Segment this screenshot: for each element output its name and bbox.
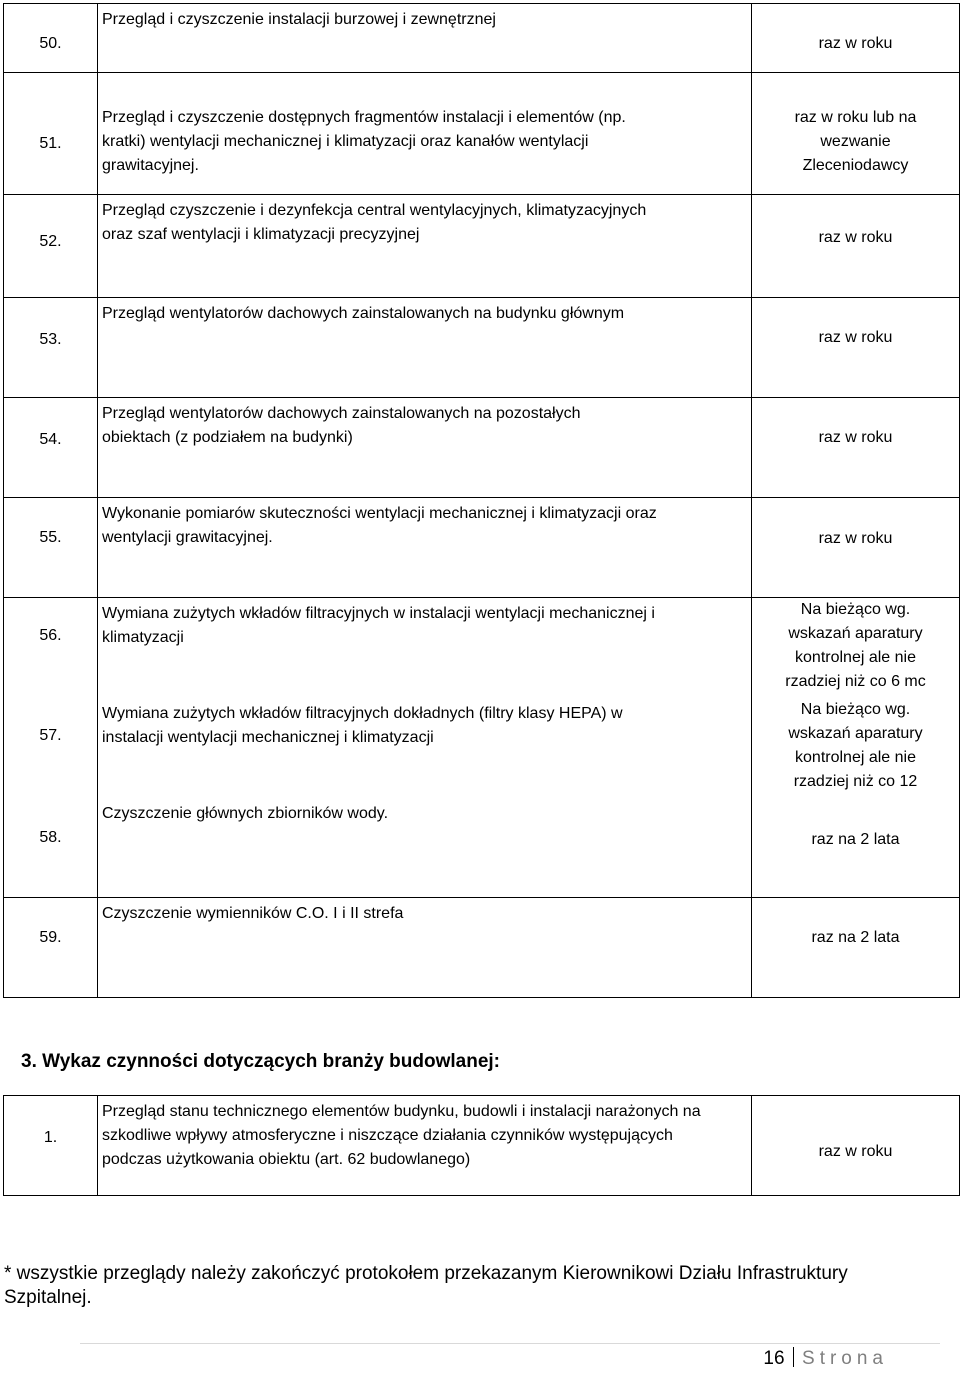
table-row — [4, 4, 960, 73]
table-row — [4, 898, 960, 998]
table-row — [4, 1096, 960, 1196]
row-description: Przegląd wentylatorów dachowych zainstalowanych na budynku głównym — [98, 298, 752, 398]
table-row — [4, 798, 960, 898]
row-frequency: raz w roku — [752, 4, 960, 73]
table-row — [4, 498, 960, 598]
row-number: 56. — [4, 598, 98, 698]
row-frequency: raz w roku — [752, 195, 960, 298]
row-description: Przegląd czyszczenie i dezynfekcja central wentylacyjnych, klimatyzacyjnych oraz szaf wentylacji i klimatyzacji precyzyjnej — [98, 195, 752, 298]
row-description: Przegląd stanu technicznego elementów budynku, budowli i instalacji narażonych na szkodliwe wpływy atmosferyczne i niszczące działania czynników występujących podczas użytkowania obiektu (art. 62 budowlanego) — [98, 1096, 752, 1196]
table-row — [4, 73, 960, 195]
row-number: 54. — [4, 398, 98, 498]
row-description: Przegląd i czyszczenie dostępnych fragmentów instalacji i elementów (np. kratki) wentylacji mechanicznej i klimatyzacji oraz kanałów wentylacji grawitacyjnej. — [98, 73, 752, 195]
row-frequency: raz w roku — [752, 1096, 960, 1196]
page-number: 16 — [763, 1348, 785, 1369]
footer-separator — [793, 1347, 795, 1367]
row-number: 55. — [4, 498, 98, 598]
table-row — [4, 195, 960, 298]
row-frequency: Na bieżąco wg. wskazań aparatury kontrolnej ale nie rzadziej niż co 6 mc — [752, 598, 960, 698]
footer-divider — [80, 1343, 940, 1344]
row-number: 58. — [4, 798, 98, 898]
row-description: Przegląd i czyszczenie instalacji burzowej i zewnętrznej — [98, 4, 752, 73]
table-row — [4, 698, 960, 798]
row-frequency: raz w roku lub na wezwanie Zleceniodawcy — [752, 73, 960, 195]
row-number: 53. — [4, 298, 98, 398]
page-label: Strona — [802, 1348, 888, 1369]
row-description: Wykonanie pomiarów skuteczności wentylacji mechanicznej i klimatyzacji oraz wentylacji grawitacyjnej. — [98, 498, 752, 598]
row-frequency: Na bieżąco wg. wskazań aparatury kontrolnej ale nie rzadziej niż co 12 — [752, 698, 960, 798]
table-row — [4, 398, 960, 498]
row-description: Wymiana zużytych wkładów filtracyjnych w instalacji wentylacji mechanicznej i klimatyzacji — [98, 598, 752, 698]
row-number: 59. — [4, 898, 98, 998]
footnote: * wszystkie przeglądy należy zakończyć protokołem przekazanym Kierownikowi Działu Infrastruktury Szpitalnej. — [4, 1263, 848, 1308]
row-frequency: raz na 2 lata — [752, 898, 960, 998]
row-frequency: raz w roku — [752, 498, 960, 598]
row-number: 52. — [4, 195, 98, 298]
row-frequency: raz w roku — [752, 398, 960, 498]
row-description: Czyszczenie głównych zbiorników wody. — [98, 798, 752, 898]
row-number: 1. — [4, 1096, 98, 1196]
row-number: 51. — [4, 73, 98, 195]
row-frequency: raz w roku — [752, 298, 960, 398]
row-description: Wymiana zużytych wkładów filtracyjnych dokładnych (filtry klasy HEPA) w instalacji wentylacji mechanicznej i klimatyzacji — [98, 698, 752, 798]
row-number: 57. — [4, 698, 98, 798]
section-heading: 3. Wykaz czynności dotyczących branży budowlanej: — [21, 1051, 501, 1072]
row-frequency: raz na 2 lata — [752, 798, 960, 898]
table-row — [4, 298, 960, 398]
row-number: 50. — [4, 4, 98, 73]
page-footer — [763, 1347, 888, 1371]
table-row — [4, 598, 960, 698]
construction-table — [3, 1095, 960, 1196]
maintenance-table — [3, 3, 960, 998]
row-description: Czyszczenie wymienników C.O. I i II strefa — [98, 898, 752, 998]
row-description: Przegląd wentylatorów dachowych zainstalowanych na pozostałych obiektach (z podziałem na budynki) — [98, 398, 752, 498]
